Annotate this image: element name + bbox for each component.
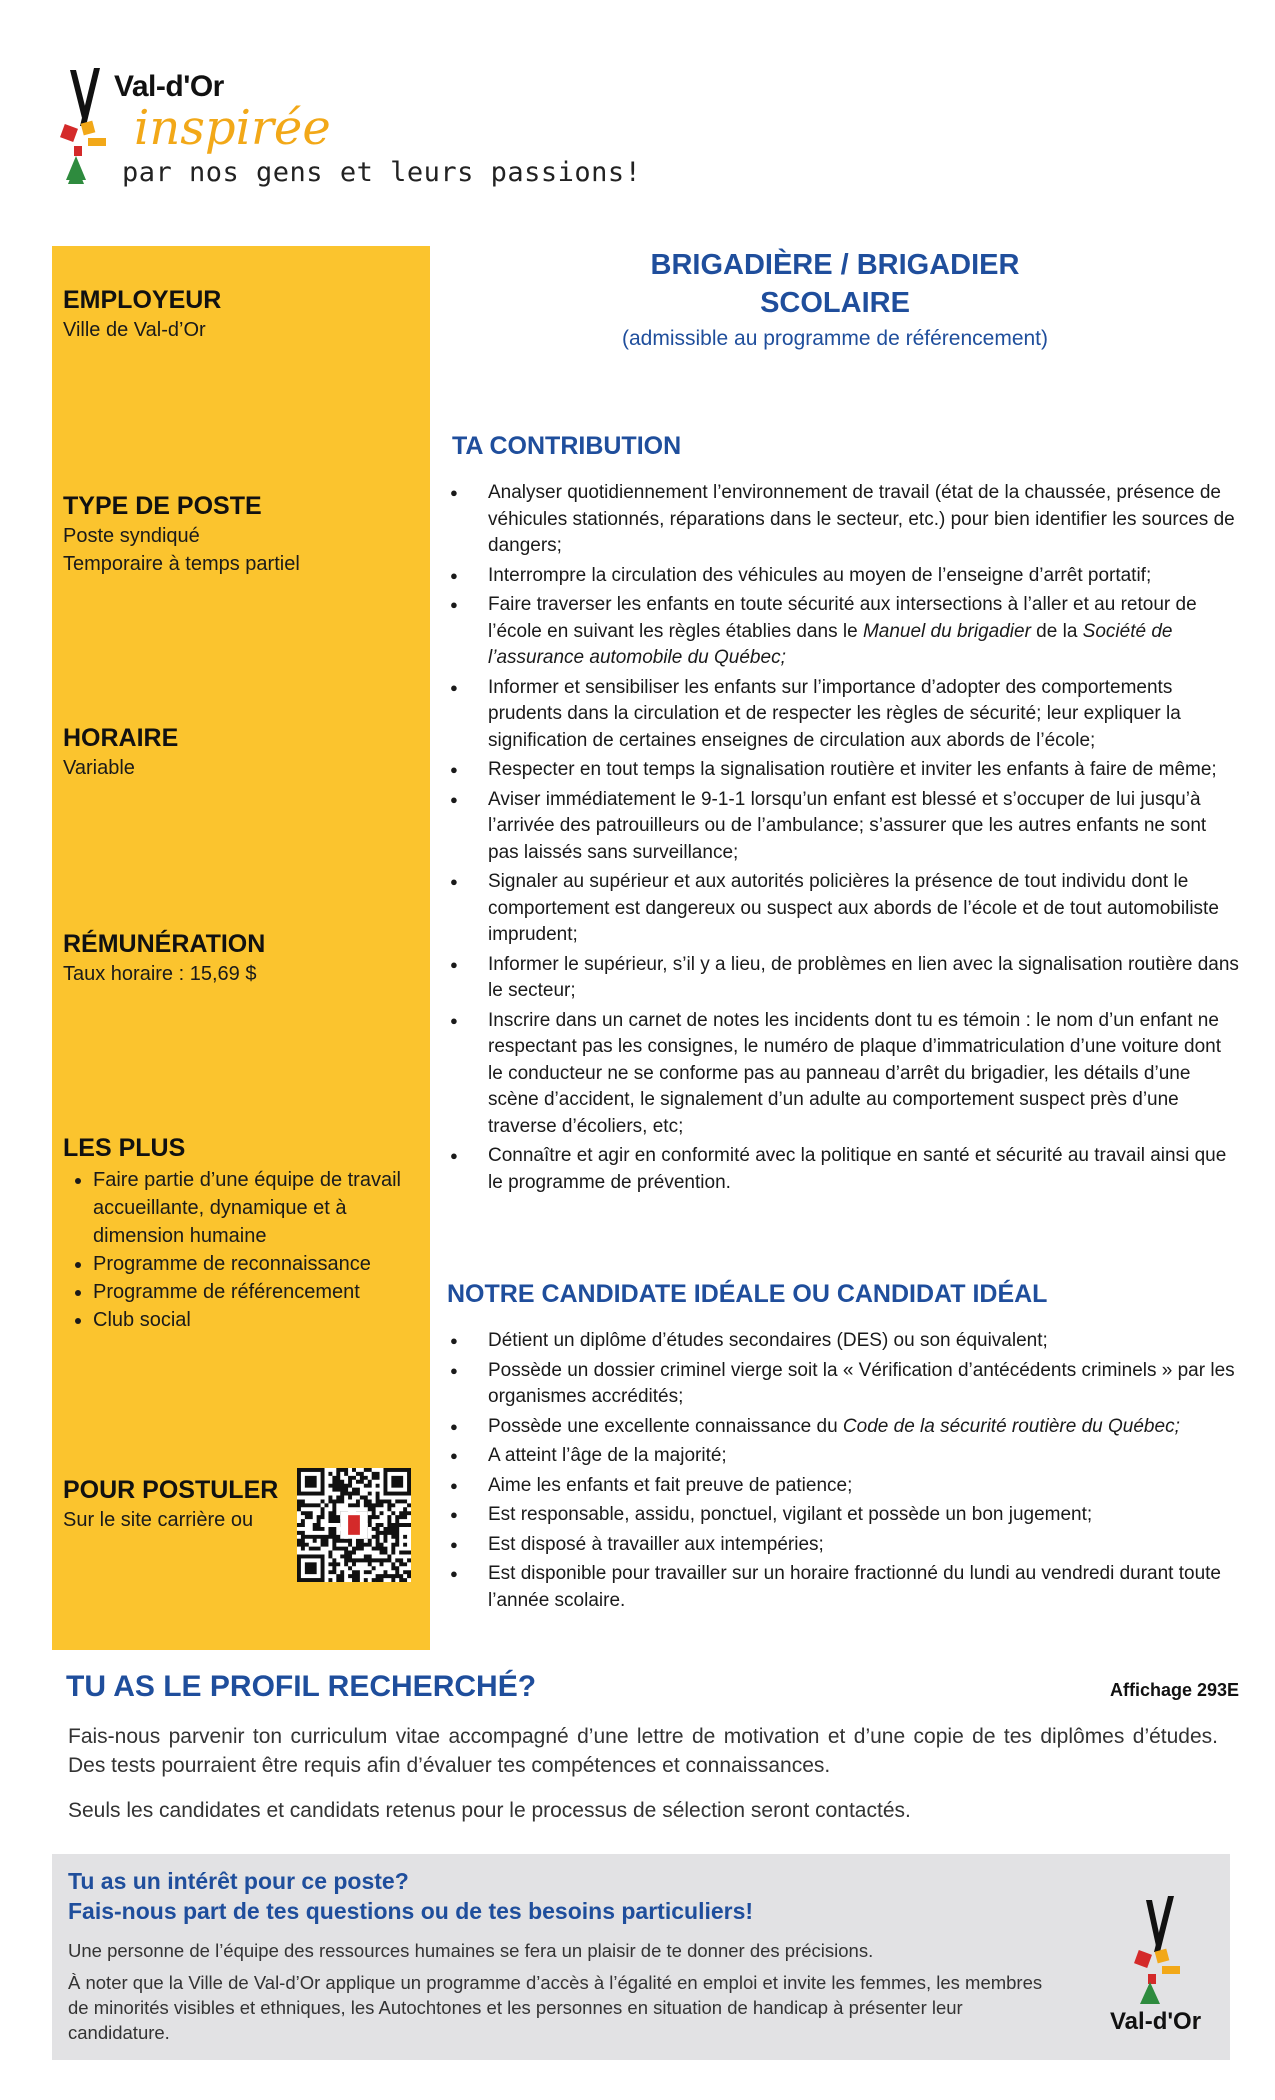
candidate-item: ● A atteint l’âge de la majorité;	[450, 1443, 1240, 1470]
pay-heading: RÉMUNÉRATION	[63, 930, 266, 958]
apply-value: Sur le site carrière ou	[63, 1509, 254, 1531]
profile-heading: TU AS LE PROFIL RECHERCHÉ?	[66, 1670, 537, 1703]
pay-section	[63, 928, 420, 988]
perks-section	[63, 1132, 420, 1334]
job-type-value: Temporaire à temps partiel	[63, 553, 300, 575]
perks-heading: LES PLUS	[63, 1134, 186, 1162]
schedule-section	[63, 722, 420, 782]
candidate-item: ● Est disposé à travailler aux intempéries;	[450, 1532, 1240, 1559]
info-text-2: À noter que la Ville de Val-d’Or applique un programme d’accès à l’égalité en emploi et invite les femmes, les membres de minorités visibles et ethniques, les Autochtones et les personnes en situation de handicap à présenter leur candidature.	[68, 1972, 1043, 2043]
job-title-line2: SCOLAIRE	[760, 287, 910, 319]
logo-script-text: inspirée	[134, 100, 331, 156]
pay-value: Taux horaire : 15,69 $	[63, 963, 257, 985]
candidate-item: ● Aime les enfants et fait preuve de patience;	[450, 1473, 1240, 1500]
job-type-section	[63, 490, 420, 578]
perk-item: • Club social	[93, 1306, 420, 1334]
logo-name: Val-d'Or	[114, 70, 224, 103]
perk-item: • Faire partie d’une équipe de travail accueillante, dynamique et à dimension humaine	[93, 1166, 420, 1250]
info-heading-1: Tu as un intérêt pour ce poste?	[68, 1868, 409, 1894]
employer-value: Ville de Val-d’Or	[63, 319, 206, 341]
footer-logo	[1110, 1890, 1214, 2040]
job-summary-sidebar	[52, 246, 430, 1650]
perks-list	[63, 1166, 420, 1334]
info-heading-2: Fais-nous part de tes questions ou de tes besoins particuliers!	[68, 1898, 754, 1924]
candidate-item: ● Possède une excellente connaissance du Code de la sécurité routière du Québec;	[450, 1414, 1240, 1441]
contribution-item: ● Faire traverser les enfants en toute sécurité aux intersections à l’aller et au retour de l’école en suivant les règles établies dans le Manuel du brigadier de la Société de l’assurance automobile du Québec;	[450, 592, 1240, 672]
perk-item: • Programme de référencement	[93, 1278, 420, 1306]
candidate-item: ● Est disponible pour travailler sur un horaire fractionné du lundi au vendredi durant toute l’année scolaire.	[450, 1561, 1240, 1614]
contribution-item: ● Informer le supérieur, s’il y a lieu, de problèmes en lien avec la signalisation routière dans le secteur;	[450, 952, 1240, 1005]
contribution-item: ● Informer et sensibiliser les enfants sur l’importance d’adopter des comportements prudents dans la circulation et de respecter les règles de sécurité; leur expliquer la signification de certaines enseignes de circulation aux abords de l’école;	[450, 675, 1240, 755]
qr-code-icon[interactable]	[297, 1468, 411, 1582]
contribution-item: ● Aviser immédiatement le 9-1-1 lorsqu’un enfant est blessé et s’occuper de lui jusqu’à l’arrivée des patrouilleurs ou de l’ambulance; s’assurer que les autres enfants ne sont pas laissés sans surveillance;	[450, 787, 1240, 867]
candidate-list	[450, 1328, 1240, 1617]
profile-text: Fais-nous parvenir ton curriculum vitae accompagné d’une lettre de motivation et d’une copie de tes diplômes d’études. Des tests pourraient être requis afin d’évaluer tes compétences et connaissances.	[68, 1725, 1218, 1777]
info-text-1: Une personne de l’équipe des ressources humaines se fera un plaisir de te donner des précisions.	[68, 1940, 874, 1961]
profile-note: Seuls les candidates et candidats retenus pour le processus de sélection seront contactés.	[68, 1799, 911, 1822]
contribution-list	[450, 480, 1240, 1199]
schedule-heading: HORAIRE	[63, 724, 179, 752]
employer-section	[63, 284, 420, 344]
candidate-heading: NOTRE CANDIDATE IDÉALE OU CANDIDAT IDÉAL	[447, 1280, 1048, 1308]
job-title-line1: BRIGADIÈRE / BRIGADIER	[650, 249, 1020, 281]
contribution-item: ● Analyser quotidiennement l’environnement de travail (état de la chaussée, présence de véhicules stationnés, réparations dans le secteur, etc.) pour bien identifier les sources de dangers;	[450, 480, 1240, 560]
header-logo	[56, 60, 642, 200]
contribution-item: ● Interrompre la circulation des véhicules au moyen de l’enseigne d’arrêt portatif;	[450, 563, 1240, 590]
job-type-value: Poste syndiqué	[63, 525, 200, 547]
contribution-item: ● Connaître et agir en conformité avec la politique en santé et sécurité au travail ainsi que le programme de prévention.	[450, 1143, 1240, 1196]
apply-heading: POUR POSTULER	[63, 1476, 279, 1504]
perk-item: • Programme de reconnaissance	[93, 1250, 420, 1278]
logo-tagline: par nos gens et leurs passions!	[122, 157, 642, 188]
posting-number: Affichage 293E	[1110, 1680, 1240, 1700]
contribution-item: ● Respecter en tout temps la signalisation routière et inviter les enfants à faire de même;	[450, 757, 1240, 784]
val-dor-logo-icon	[1114, 1890, 1214, 2010]
contribution-heading: TA CONTRIBUTION	[452, 432, 682, 460]
contribution-item: ● Signaler au supérieur et aux autorités policières la présence de tout individu dont le comportement est dangereux ou suspect aux abords de l’école et de tout automobiliste imprudent;	[450, 869, 1240, 949]
candidate-item: ● Détient un diplôme d’études secondaires (DES) ou son équivalent;	[450, 1328, 1240, 1355]
job-title-block	[450, 246, 1220, 354]
candidate-item: ● Est responsable, assidu, ponctuel, vigilant et possède un bon jugement;	[450, 1502, 1240, 1529]
schedule-value: Variable	[63, 757, 135, 779]
footer-logo-name: Val-d'Or	[1110, 2008, 1202, 2035]
candidate-item: ● Possède un dossier criminel vierge soit la « Vérification d’antécédents criminels » par les organismes accrédités;	[450, 1358, 1240, 1411]
info-box	[52, 1854, 1230, 2060]
job-type-heading: TYPE DE POSTE	[63, 492, 262, 520]
employer-heading: EMPLOYEUR	[63, 286, 222, 314]
contribution-item: ● Inscrire dans un carnet de notes les incidents dont tu es témoin : le nom d’un enfant ne respectant pas les consignes, le numéro de plaque d’immatriculation d’une voiture dont le conducteur ne se conforme pas au panneau d’arrêt du brigadier, les détails d’une scène d’accident, le signalement d’un adulte au comportement suspect près d’une traverse d’écoliers, etc;	[450, 1008, 1240, 1141]
job-subtitle: (admissible au programme de référencement)	[621, 327, 1049, 350]
